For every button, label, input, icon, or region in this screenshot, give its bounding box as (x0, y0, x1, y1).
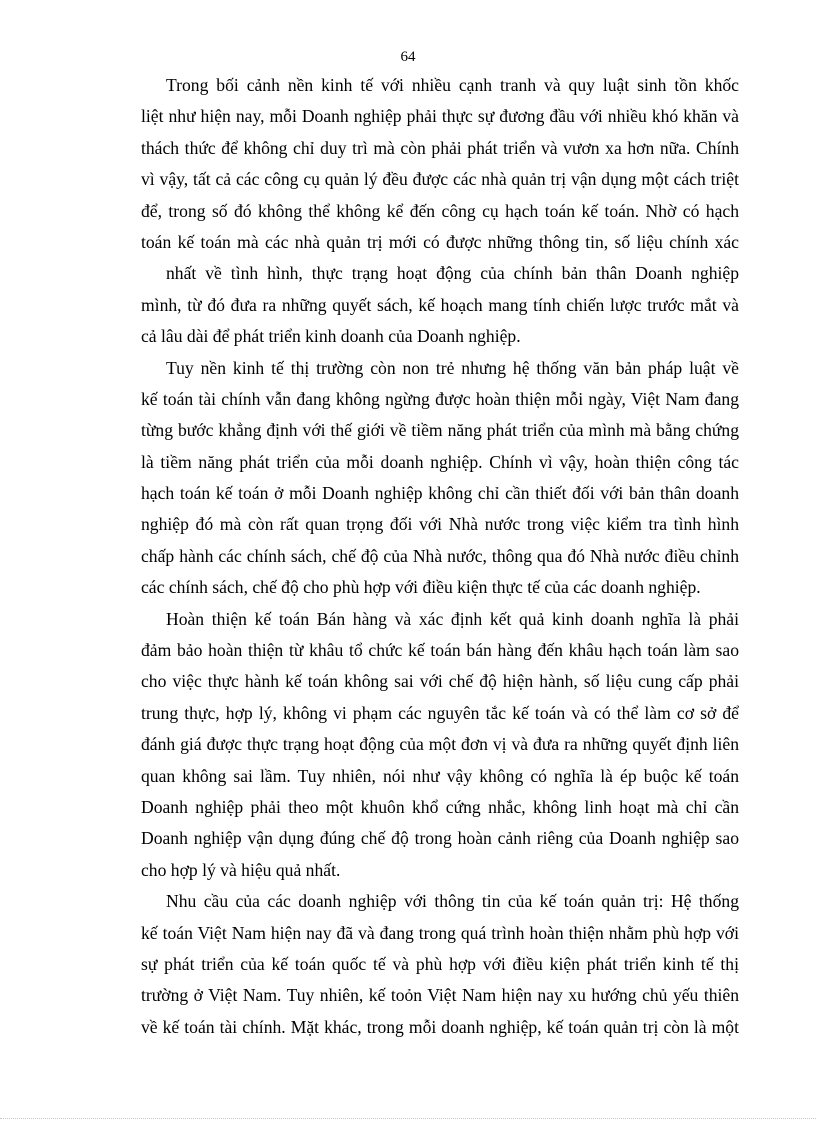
text-line: nghiệp đó mà còn rất quan trọng đối với Nhà nước trong việc kiểm tra tình hình (141, 514, 739, 535)
text-line: Doanh nghiệp phải theo một khuôn khổ cứng nhắc, không linh hoạt mà chỉ cần (141, 796, 739, 817)
text-line: đánh giá được thực trạng hoạt động của một đơn vị và đưa ra những quyết định liên (141, 734, 739, 755)
text-line: toán kế toán mà các nhà quản trị mới có được những thông tin, số liệu chính xác (141, 231, 739, 252)
text-line: Hoàn thiện kế toán Bán hàng và xác định kết quả kinh doanh nghĩa là phải (166, 608, 739, 629)
text-line: trường ở Việt Nam. Tuy nhiên, kế toỏn Việt Nam hiện nay xu hướng chủ yếu thiên (141, 985, 739, 1006)
document-body (141, 70, 739, 1043)
text-line: chấp hành các chính sách, chế độ của Nhà nước, thông qua đó Nhà nước điều chỉnh (141, 545, 739, 566)
text-line: nhất về tình hình, thực trạng hoạt động của chính bản thân Doanh nghiệp (166, 263, 739, 284)
text-line: kế toán Việt Nam hiện nay đã và đang trong quá trình hoàn thiện nhằm phù hợp với (141, 922, 739, 943)
text-line: là tiềm năng phát triển của mỗi doanh nghiệp. Chính vì vậy, hoàn thiện công tác (141, 451, 739, 472)
text-line: sự phát triển của kế toán quốc tế và phù hợp với điều kiện phát triển kinh tế thị (141, 953, 739, 974)
text-line: cho việc thực hành kế toán không sai với chế độ hiện hành, số liệu cung cấp phải (141, 671, 739, 692)
page-bottom-divider (0, 1118, 816, 1119)
text-line: thách thức để không chỉ duy trì mà còn phải phát triển và vươn xa hơn nữa. Chính (141, 137, 739, 158)
text-line: trung thực, hợp lý, không vi phạm các nguyên tắc kế toán và có thể làm cơ sở để (141, 702, 739, 723)
text-line: quan không sai lầm. Tuy nhiên, nói như vậy không có nghĩa là ép buộc kế toán (141, 765, 739, 786)
text-line: cho hợp lý và hiệu quả nhất. (141, 859, 341, 880)
text-line: kế toán tài chính vẫn đang không ngừng được hoàn thiện mỗi ngày, Việt Nam đang (141, 388, 739, 409)
text-line: từng bước khẳng định với thế giới về tiềm năng phát triển của mình mà bằng chứng (141, 420, 739, 441)
text-line: liệt như hiện nay, mỗi Doanh nghiệp phải thực sự đương đầu với nhiều khó khăn và (141, 106, 739, 127)
paragraph-4 (141, 886, 739, 1043)
text-line: mình, từ đó đưa ra những quyết sách, kế hoạch mang tính chiến lược trước mắt và (141, 294, 739, 315)
paragraph-1 (141, 70, 739, 353)
paragraph-2 (141, 353, 739, 604)
paragraph-3 (141, 604, 739, 887)
page-number: 64 (400, 49, 416, 65)
text-line: Nhu cầu của các doanh nghiệp với thông tin của kế toán quản trị: Hệ thống (166, 891, 739, 912)
text-line: các chính sách, chế độ cho phù hợp với điều kiện thực tế của các doanh nghiệp. (141, 577, 701, 598)
text-line: Trong bối cảnh nền kinh tế với nhiều cạnh tranh và quy luật sinh tồn khốc (166, 75, 739, 95)
text-line: vì vậy, tất cả các công cụ quản lý đều được các nhà quản trị vận dụng một cách triệt (141, 169, 739, 190)
text-line: về kế toán tài chính. Mặt khác, trong mỗi doanh nghiệp, kế toán quản trị còn là một (141, 1016, 739, 1037)
text-line: đảm bảo hoàn thiện từ khâu tổ chức kế toán bán hàng đến khâu hạch toán làm sao (141, 640, 739, 661)
text-line: hạch toán kế toán ở mỗi Doanh nghiệp không chỉ cần thiết đối với bản thân doanh (141, 483, 739, 504)
text-line: Doanh nghiệp vận dụng đúng chế độ trong hoàn cảnh riêng của Doanh nghiệp sao (141, 828, 739, 849)
text-line: Tuy nền kinh tế thị trường còn non trẻ nhưng hệ thống văn bản pháp luật về (166, 357, 739, 378)
text-line: cả lâu dài để phát triển kinh doanh của Doanh nghiệp. (141, 326, 521, 347)
text-line: để, trong số đó không thể không kể đến công cụ hạch toán kế toán. Nhờ có hạch (141, 200, 739, 221)
